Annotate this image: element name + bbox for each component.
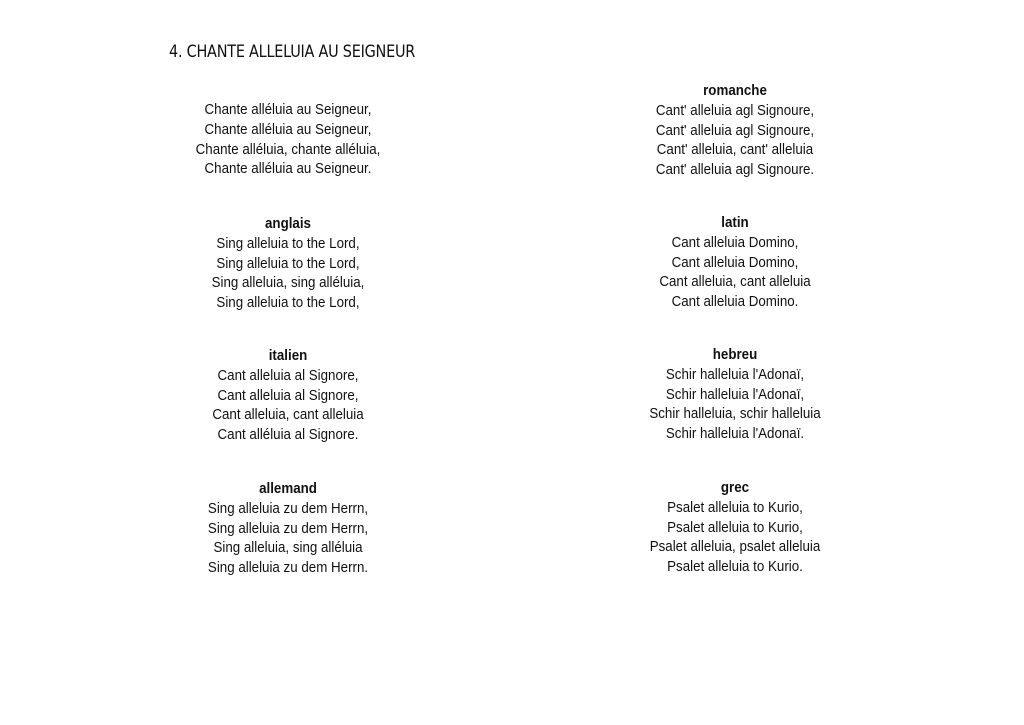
stanza-latin: [588, 214, 882, 313]
verse-line: Sing alleluia to the Lord,: [216, 235, 360, 252]
verse-line: Cant alleluia al Signore,: [217, 387, 359, 404]
stanza-grec: [588, 479, 882, 578]
verse-line: Chante alléluia au Seigneur,: [204, 121, 372, 138]
verse-line: Psalet alleluia to Kurio,: [667, 499, 803, 516]
verse-line: Chante alléluia au Seigneur.: [204, 161, 372, 178]
stanza-heading: romanche: [703, 83, 767, 99]
verse-line: Chante alléluia, chante alléluia,: [195, 141, 381, 158]
verse-line: Cant' alleluia, cant' alleluia: [656, 142, 814, 159]
page-title: 4. CHANTE ALLELUIA AU SEIGNEUR: [169, 42, 416, 62]
verse-line: Schir halleluia l'Adonaï.: [665, 426, 805, 443]
verse-line: Cant alleluia Domino,: [671, 254, 799, 271]
verse-line: Schir halleluia l'Adonaï,: [665, 386, 805, 403]
verse-line: Sing alleluia zu dem Herrn.: [207, 560, 369, 577]
verse-line: Sing alleluia zu dem Herrn,: [207, 500, 369, 517]
stanza-anglais: [141, 215, 435, 314]
stanza-heading: hebreu: [712, 347, 758, 363]
verse-line: Cant' alleluia agl Signoure,: [655, 122, 815, 139]
stanza-heading: allemand: [259, 481, 317, 497]
verse-line: Cant alleluia Domino.: [671, 294, 799, 311]
verse-line: Cant' alleluia agl Signoure,: [655, 102, 815, 119]
verse-line: Sing alleluia, sing alléluia: [213, 540, 363, 557]
verse-line: Cant alléluia al Signore.: [217, 427, 359, 444]
stanza-french: [141, 101, 435, 180]
stanza-romanche: [588, 82, 882, 181]
verse-line: Psalet alleluia, psalet alleluia: [649, 539, 821, 556]
stanza-allemand: [141, 480, 435, 579]
stanza-hebreu: [588, 346, 882, 445]
verse-line: Sing alleluia to the Lord,: [216, 255, 360, 272]
verse-line: Sing alleluia, sing alléluia,: [211, 275, 365, 292]
verse-line: Cant' alleluia agl Signoure.: [655, 162, 815, 179]
verse-line: Psalet alleluia to Kurio.: [667, 559, 803, 576]
stanza-heading: italien: [268, 348, 308, 364]
stanza-italien: [141, 347, 435, 446]
verse-line: Schir halleluia l'Adonaï,: [665, 366, 805, 383]
verse-line: Psalet alleluia to Kurio,: [667, 519, 803, 536]
verse-line: Cant alleluia al Signore,: [217, 367, 359, 384]
verse-line: Cant alleluia, cant alleluia: [212, 407, 364, 424]
verse-line: Sing alleluia zu dem Herrn,: [207, 520, 369, 537]
verse-line: Schir halleluia, schir halleluia: [649, 406, 821, 423]
stanza-heading: anglais: [265, 216, 311, 232]
verse-line: Cant alleluia Domino,: [671, 234, 799, 251]
verse-line: Chante alléluia au Seigneur,: [204, 102, 372, 118]
stanza-heading: latin: [721, 215, 749, 231]
verse-line: Cant alleluia, cant alleluia: [659, 274, 811, 291]
verse-line: Sing alleluia to the Lord,: [216, 295, 360, 312]
stanza-heading: grec: [720, 480, 750, 496]
